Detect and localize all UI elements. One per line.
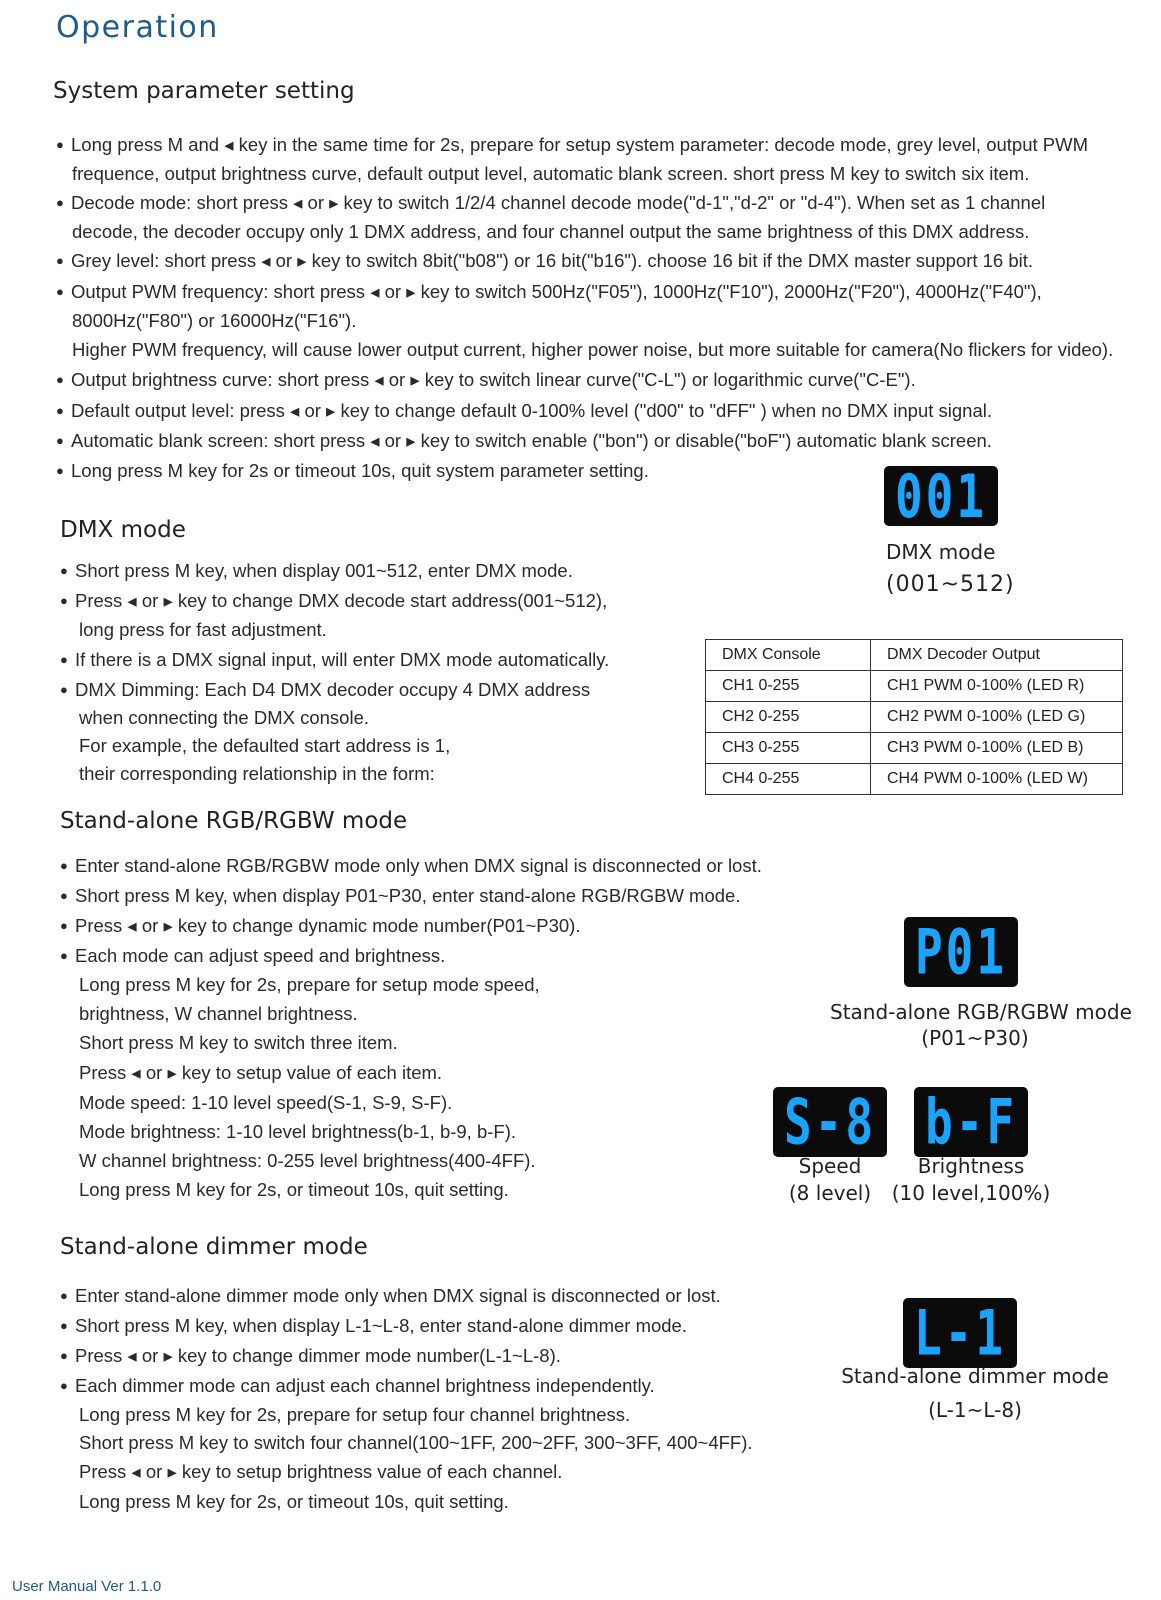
brightness-caption-level: (10 level,100%) [891, 1181, 1051, 1205]
bullet-icon: ● [60, 563, 68, 578]
list-item-text: brightness, W channel brightness. [79, 1003, 358, 1024]
list-item [56, 401, 992, 421]
list-item [72, 222, 1029, 242]
list-item [60, 561, 573, 581]
dimmer-display-range: (L-1~L-8) [928, 1398, 1022, 1422]
list-item-text: W channel brightness: 0-255 level brightness(400-4FF). [79, 1150, 536, 1171]
bullet-icon: ● [60, 1378, 68, 1393]
list-item [79, 764, 435, 784]
list-item [56, 431, 992, 451]
list-item [72, 340, 1113, 360]
list-item-text: Short press M key, when display P01~P30, enter stand-alone RGB/RGBW mode. [75, 885, 741, 906]
page-title: Operation [56, 10, 219, 45]
list-item-text: Long press M key for 2s, or timeout 10s, quit setting. [79, 1491, 509, 1512]
list-item [60, 916, 580, 936]
list-item [79, 1180, 509, 1200]
list-item-text: Enter stand-alone RGB/RGBW mode only when DMX signal is disconnected or lost. [75, 855, 762, 876]
rgb-display: P01 [904, 917, 1018, 987]
list-item [79, 1063, 442, 1083]
list-item-text: Long press M key for 2s or timeout 10s, quit system parameter setting. [71, 460, 649, 481]
table-cell: CH2 PWM 0-100% (LED G) [871, 702, 1123, 733]
list-item-text: Press ◂ or ▸ key to setup brightness value of each channel. [79, 1461, 563, 1482]
dmx-mapping-table [705, 639, 1123, 795]
list-item [72, 311, 356, 331]
list-item-text: Mode speed: 1-10 level speed(S-1, S-9, S-F). [79, 1092, 453, 1113]
list-item-text: long press for fast adjustment. [79, 619, 327, 640]
list-item [79, 1405, 630, 1425]
list-item [79, 1122, 516, 1142]
list-item [60, 1346, 561, 1366]
list-item-text: Press ◂ or ▸ key to setup value of each item. [79, 1062, 443, 1083]
dimmer-display: L-1 [903, 1298, 1017, 1368]
list-item [60, 856, 762, 876]
brightness-caption: Brightness [917, 1154, 1025, 1178]
list-item-text: Automatic blank screen: short press ◂ or ▸ key to switch enable ("bon") or disable("boF") automatic blank screen. [71, 430, 992, 451]
list-item [60, 1376, 655, 1396]
list-item [60, 591, 607, 611]
list-item [79, 620, 327, 640]
list-item [60, 1286, 721, 1306]
list-item [79, 1033, 398, 1053]
list-item-text: Mode brightness: 1-10 level brightness(b-1, b-9, b-F). [79, 1121, 517, 1142]
list-item [56, 282, 1042, 302]
speed-caption: Speed [798, 1154, 862, 1178]
speed-caption-level: (8 level) [788, 1181, 872, 1205]
table-cell: CH4 0-255 [706, 764, 871, 795]
list-item-text: Default output level: press ◂ or ▸ key to change default 0-100% level ("d00" to "dFF" ) when no DMX input signal. [71, 400, 992, 421]
list-item [56, 461, 649, 481]
bullet-icon: ● [56, 463, 64, 478]
list-item-text: Press ◂ or ▸ key to change dynamic mode number(P01~P30). [75, 915, 581, 936]
list-item [60, 886, 740, 906]
list-item-text: Enter stand-alone dimmer mode only when DMX signal is disconnected or lost. [75, 1285, 721, 1306]
list-item [60, 680, 590, 700]
list-item-text: Press ◂ or ▸ key to change dimmer mode number(L-1~L-8). [75, 1345, 561, 1366]
bullet-icon: ● [60, 1318, 68, 1333]
list-item [79, 1492, 509, 1512]
dmx-display-range: (001~512) [886, 572, 1015, 597]
bullet-icon: ● [60, 1288, 68, 1303]
table-cell: CH1 0-255 [706, 671, 871, 702]
bullet-icon: ● [60, 682, 68, 697]
list-item [60, 946, 445, 966]
list-item [79, 1462, 562, 1482]
list-item-text: Short press M key, when display 001~512, enter DMX mode. [75, 560, 573, 581]
list-item [79, 736, 450, 756]
list-item-text: their corresponding relationship in the form: [79, 763, 435, 784]
list-item-text: DMX Dimming: Each D4 DMX decoder occupy 4 DMX address [75, 679, 591, 700]
table-row [706, 702, 1123, 733]
table-cell: CH1 PWM 0-100% (LED R) [871, 671, 1123, 702]
list-item [56, 193, 1045, 213]
list-item [60, 650, 609, 670]
rgb-display-range: (P01~P30) [921, 1026, 1029, 1050]
bullet-icon: ● [60, 918, 68, 933]
list-item-text: frequence, output brightness curve, default output level, automatic blank screen. short press M key to switch six item. [72, 163, 1030, 184]
list-item [79, 1004, 358, 1024]
list-item [79, 1151, 536, 1171]
list-item-text: Output brightness curve: short press ◂ or ▸ key to switch linear curve("C-L") or logarithmic curve("C-E"). [71, 369, 916, 390]
bullet-icon: ● [56, 253, 64, 268]
bullet-icon: ● [56, 284, 64, 299]
bullet-icon: ● [56, 195, 64, 210]
bullet-icon: ● [60, 858, 68, 873]
bullet-icon: ● [56, 433, 64, 448]
list-item [56, 135, 1088, 155]
table-row [706, 671, 1123, 702]
list-item-text: Grey level: short press ◂ or ▸ key to switch 8bit("b08") or 16 bit("b16"). choose 16 bit if the DMX master support 16 bit. [71, 250, 1034, 271]
system-parameter-heading: System parameter setting [53, 78, 355, 104]
list-item-text: 8000Hz("F80") or 16000Hz("F16"). [72, 310, 357, 331]
list-item [60, 1316, 687, 1336]
list-item-text: Short press M key, when display L-1~L-8, enter stand-alone dimmer mode. [75, 1315, 687, 1336]
bullet-icon: ● [60, 888, 68, 903]
list-item-text: Press ◂ or ▸ key to change DMX decode start address(001~512), [75, 590, 608, 611]
bullet-icon: ● [60, 593, 68, 608]
list-item [79, 1093, 452, 1113]
list-item-text: Each dimmer mode can adjust each channel brightness independently. [75, 1375, 655, 1396]
table-row [706, 764, 1123, 795]
dmx-mode-heading: DMX mode [60, 517, 186, 543]
bullet-icon: ● [56, 372, 64, 387]
list-item-text: Long press M key for 2s, prepare for setup mode speed, [79, 974, 540, 995]
list-item-text: Short press M key to switch three item. [79, 1032, 398, 1053]
rgb-display-caption: Stand-alone RGB/RGBW mode [830, 1000, 1132, 1024]
list-item [79, 975, 540, 995]
dmx-display-caption: DMX mode [886, 540, 996, 564]
bullet-icon: ● [56, 137, 64, 152]
list-item-text: Short press M key to switch four channel(100~1FF, 200~2FF, 300~3FF, 400~4FF). [79, 1432, 753, 1453]
brightness-display: b-F [914, 1087, 1028, 1157]
bullet-icon: ● [60, 948, 68, 963]
table-cell: CH2 0-255 [706, 702, 871, 733]
list-item-text: If there is a DMX signal input, will enter DMX mode automatically. [75, 649, 610, 670]
dmx-display: 001 [884, 466, 998, 526]
list-item [79, 1433, 753, 1453]
list-item-text: Long press M and ◂ key in the same time for 2s, prepare for setup system parameter: decode mode, grey level, output PWM [71, 134, 1088, 155]
list-item [56, 251, 1033, 271]
list-item-text: For example, the defaulted start address is 1, [79, 735, 451, 756]
list-item [79, 708, 369, 728]
list-item-text: Higher PWM frequency, will cause lower output current, higher power noise, but more suitable for camera(No flickers for video). [72, 339, 1114, 360]
dimmer-display-caption: Stand-alone dimmer mode [841, 1364, 1109, 1388]
table-cell: CH3 0-255 [706, 733, 871, 764]
speed-display: S-8 [773, 1087, 887, 1157]
list-item-text: Long press M key for 2s, prepare for setup four channel brightness. [79, 1404, 631, 1425]
list-item-text: Decode mode: short press ◂ or ▸ key to switch 1/2/4 channel decode mode("d-1","d-2" or "d-4"). When set as 1 channel [71, 192, 1046, 213]
list-item-text: when connecting the DMX console. [79, 707, 370, 728]
list-item-text: Output PWM frequency: short press ◂ or ▸ key to switch 500Hz("F05"), 1000Hz("F10"), 2000Hz("F20"), 4000Hz("F40"), [71, 281, 1042, 302]
list-item-text: Each mode can adjust speed and brightness. [75, 945, 446, 966]
table-header-row [706, 640, 1123, 671]
list-item-text: decode, the decoder occupy only 1 DMX address, and four channel output the same brightness of this DMX address. [72, 221, 1030, 242]
table-cell: CH4 PWM 0-100% (LED W) [871, 764, 1123, 795]
list-item [72, 164, 1029, 184]
footer-version: User Manual Ver 1.1.0 [12, 1578, 162, 1595]
bullet-icon: ● [60, 652, 68, 667]
bullet-icon: ● [60, 1348, 68, 1363]
dimmer-mode-heading: Stand-alone dimmer mode [60, 1234, 368, 1260]
table-header: DMX Decoder Output [871, 640, 1123, 671]
rgb-mode-heading: Stand-alone RGB/RGBW mode [60, 808, 408, 834]
table-row [706, 733, 1123, 764]
table-cell: CH3 PWM 0-100% (LED B) [871, 733, 1123, 764]
list-item-text: Long press M key for 2s, or timeout 10s, quit setting. [79, 1179, 509, 1200]
list-item [56, 370, 916, 390]
table-header: DMX Console [706, 640, 871, 671]
bullet-icon: ● [56, 403, 64, 418]
